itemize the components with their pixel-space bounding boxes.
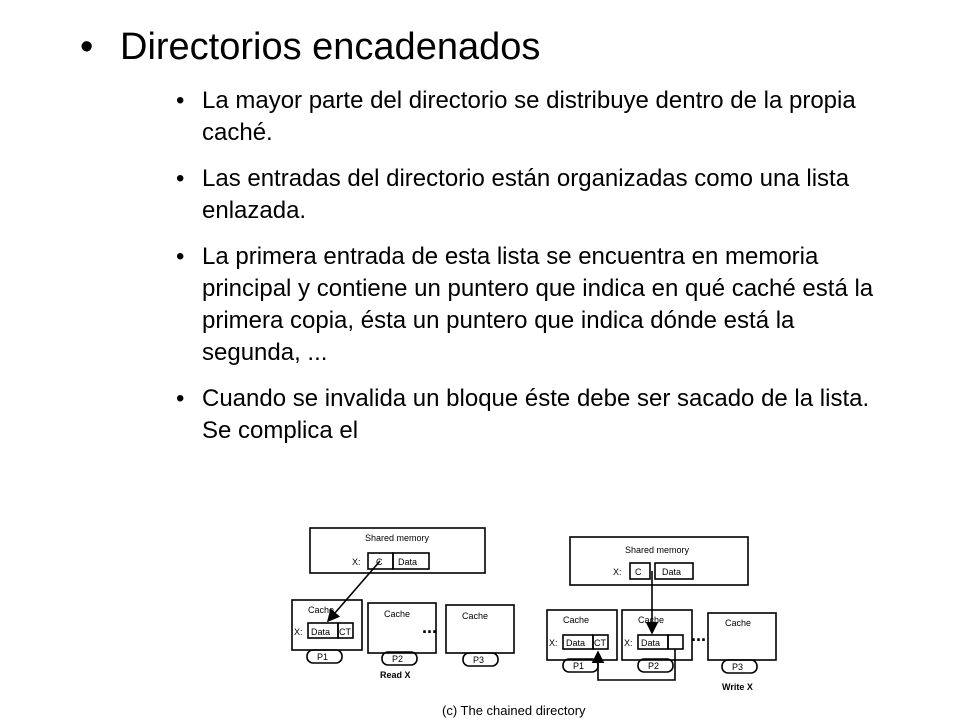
x-label: X:: [624, 638, 633, 648]
cache-label: Cache: [462, 611, 489, 621]
bullet-dot: •: [176, 243, 185, 270]
shared-memory-label: Shared memory: [365, 533, 430, 543]
p2-label: P2: [392, 654, 404, 664]
cache-label: Cache: [308, 605, 335, 615]
data-label: Data: [398, 557, 418, 567]
title-bullet: •: [80, 26, 94, 68]
ellipsis: ...: [422, 617, 438, 637]
data-label: Data: [566, 638, 586, 648]
c-label: C: [635, 567, 642, 577]
bullet-dot: •: [176, 87, 185, 114]
p1-label: P1: [317, 652, 329, 662]
cache-label: Cache: [725, 618, 752, 628]
bullet-text: Las entradas del directorio están organizadas como una lista enlazada.: [202, 165, 850, 224]
data-label: Data: [311, 627, 331, 637]
bullet-item: [176, 85, 896, 149]
pointer-arrow: [598, 649, 675, 680]
bullet-text: La primera entrada de esta lista se encuentra en memoria principal y contiene un puntero que indica en qué caché está la primera copia, ésta un puntero que indica dónde está la segunda, ...: [202, 243, 874, 366]
operation-label: Write X: [722, 682, 753, 692]
figure-caption: (c) The chained directory: [442, 703, 586, 718]
bullet-dot: •: [176, 385, 185, 412]
p1-label: P1: [573, 661, 585, 671]
bullet-item: [176, 383, 896, 447]
bullet-dot: •: [176, 165, 185, 192]
operation-label: Read X: [380, 670, 411, 680]
ellipsis: ...: [691, 625, 707, 645]
pointer-arrow: [328, 561, 380, 621]
bullet-item: [176, 163, 896, 227]
p3-label: P3: [473, 655, 485, 665]
cache-label: Cache: [563, 615, 590, 625]
bullet-text: La mayor parte del directorio se distribuye dentro de la propia caché.: [202, 87, 856, 146]
p3-label: P3: [732, 662, 744, 672]
x-label: X:: [352, 557, 361, 567]
x-label: X:: [294, 627, 303, 637]
data-label: Data: [662, 567, 682, 577]
figure-diagram: [280, 525, 800, 720]
c-label: C: [376, 557, 383, 567]
ct-label: CT: [339, 627, 351, 637]
chained-directory-figure: [280, 525, 800, 720]
title-text: Directorios encadenados: [120, 26, 541, 68]
bullet-item: [176, 241, 896, 369]
data-label: Data: [641, 638, 661, 648]
bullet-list: [176, 85, 896, 510]
ct-cell: [668, 635, 683, 649]
x-label: X:: [549, 638, 558, 648]
x-label: X:: [613, 567, 622, 577]
cache-label: Cache: [638, 615, 665, 625]
bullet-text: Cuando se invalida un bloque éste debe ser sacado de la lista. Se complica el: [202, 385, 870, 444]
p2-label: P2: [648, 661, 660, 671]
shared-memory-label: Shared memory: [625, 545, 690, 555]
cache-label: Cache: [384, 609, 411, 619]
ct-label: CT: [594, 638, 606, 648]
